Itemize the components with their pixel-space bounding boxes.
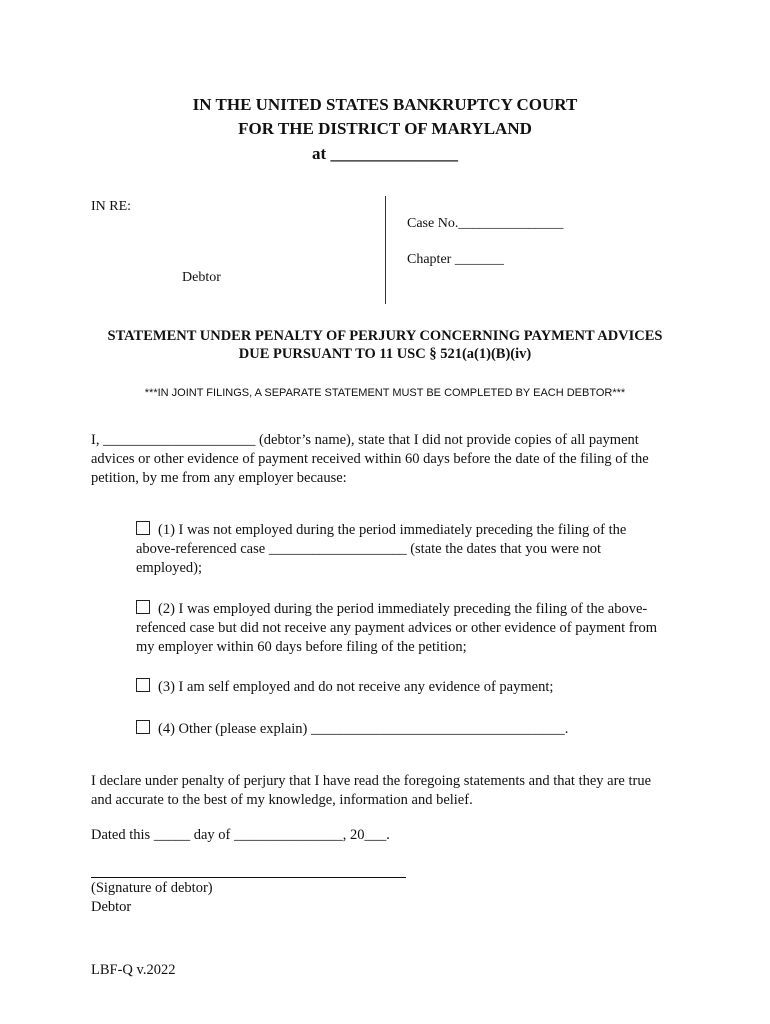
statement-subtitle: DUE PURSUANT TO 11 USC § 521(a(1)(B)(iv) xyxy=(238,346,532,362)
form-version: LBF-Q v.2022 xyxy=(91,962,176,978)
option-2-text: refenced case but did not receive any payment advices or other evidence of payment from xyxy=(136,620,657,636)
court-location: at _______________ xyxy=(312,144,458,163)
intro-paragraph xyxy=(91,431,649,488)
option-1 xyxy=(136,521,696,578)
option-2 xyxy=(136,600,716,657)
district-name: FOR THE DISTRICT OF MARYLAND xyxy=(238,119,532,138)
signature-role: Debtor xyxy=(91,899,132,915)
option-1-text: above-referenced case ___________________ (state the dates that you were not xyxy=(136,541,602,557)
statement-title: STATEMENT UNDER PENALTY OF PERJURY CONCERNING PAYMENT ADVICES xyxy=(107,328,663,344)
case-number-field: Case No._______________ xyxy=(407,216,564,231)
option-2-checkbox[interactable] xyxy=(136,600,150,614)
caption-divider xyxy=(385,196,386,304)
declaration-line: and accurate to the best of my knowledge, information and belief. xyxy=(91,792,473,808)
declaration-paragraph xyxy=(91,772,651,810)
court-name: IN THE UNITED STATES BANKRUPTCY COURT xyxy=(192,95,578,114)
option-4 xyxy=(136,720,568,739)
debtor-label: Debtor xyxy=(182,270,221,285)
intro-line: advices or other evidence of payment received within 60 days before the date of the filing of the xyxy=(91,451,649,467)
option-1-checkbox[interactable] xyxy=(136,521,150,535)
intro-line: I, _____________________ (debtor’s name), state that I did not provide copies of all payment xyxy=(91,432,639,448)
option-2-text: my employer within 60 days before filing of the petition; xyxy=(136,639,467,655)
option-4-checkbox[interactable] xyxy=(136,720,150,734)
intro-line: petition, by me from any employer because: xyxy=(91,470,347,486)
in-re-label: IN RE: xyxy=(91,199,132,214)
option-4-text: (4) Other (please explain) ___________________________________. xyxy=(158,721,569,737)
signature-line[interactable] xyxy=(91,877,406,878)
declaration-line: I declare under penalty of perjury that I have read the foregoing statements and that they are true xyxy=(91,773,652,789)
signature-label: (Signature of debtor) xyxy=(91,880,213,896)
option-3-checkbox[interactable] xyxy=(136,678,150,692)
option-2-text: (2) I was employed during the period immediately preceding the filing of the above- xyxy=(158,601,648,617)
option-3 xyxy=(136,678,553,697)
option-3-text: (3) I am self employed and do not receive any evidence of payment; xyxy=(158,679,554,695)
option-1-text: (1) I was not employed during the period immediately preceding the filing of the xyxy=(158,522,627,538)
joint-filing-notice: ***IN JOINT FILINGS, A SEPARATE STATEMENT MUST BE COMPLETED BY EACH DEBTOR*** xyxy=(144,387,626,399)
chapter-field: Chapter _______ xyxy=(407,252,504,267)
dated-line: Dated this _____ day of _______________, 20___. xyxy=(91,827,390,843)
option-1-text: employed); xyxy=(136,560,203,576)
